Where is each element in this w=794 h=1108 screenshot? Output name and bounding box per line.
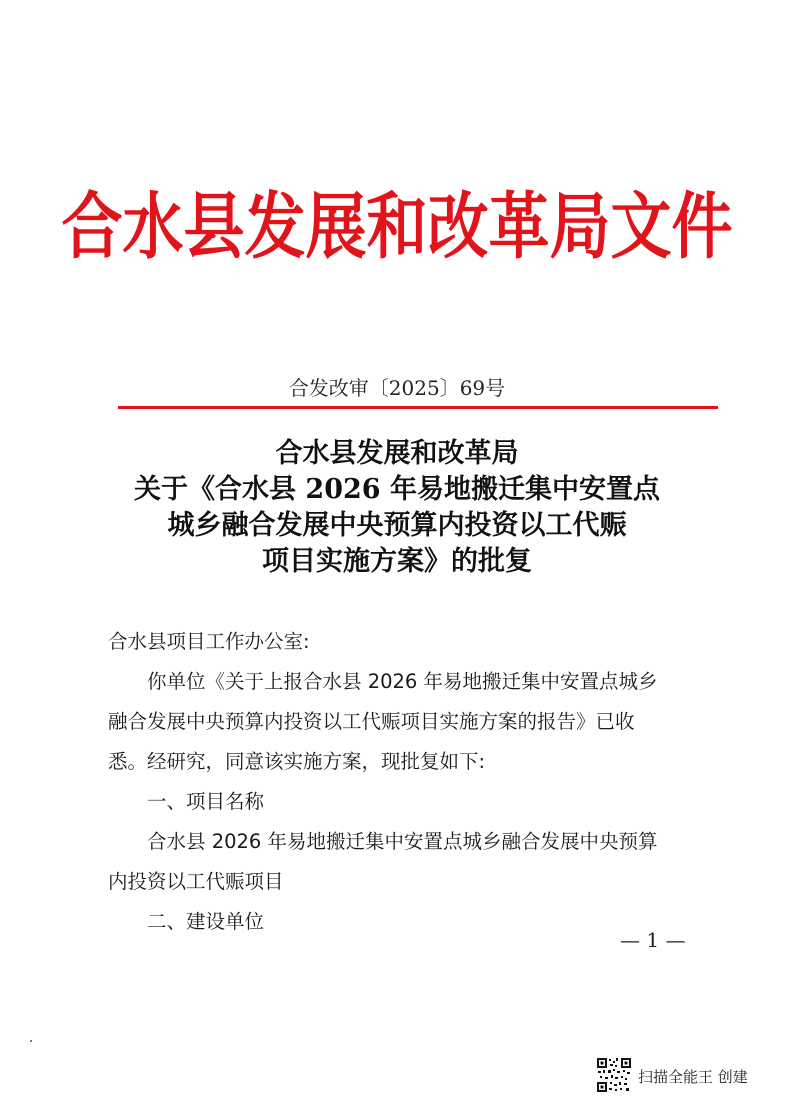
title-line-1: 合水县发展和改革局 [275,438,519,469]
intro-line-1: 你单位《关于上报合水县 2026 年易地搬迁集中安置点城乡 [147,670,658,693]
section-1-line-1: 合水县 2026 年易地搬迁集中安置点城乡融合发展中央预算 [147,830,658,853]
document-title [0,436,794,580]
title-line-3: 城乡融合发展中央预算内投资以工代赈 [167,510,627,541]
page-number: — 1 — [620,928,686,952]
scan-speck [30,1040,32,1042]
section-1-heading: 一、项目名称 [147,790,265,813]
qr-code-icon [596,1057,632,1093]
addressee: 合水县项目工作办公室: [108,630,310,653]
intro-line-3: 悉。经研究，同意该实施方案，现批复如下: [108,750,486,773]
agency-header-title: 合水县发展和改革局文件 [61,185,733,270]
section-1-line-2: 内投资以工代赈项目 [108,870,284,893]
document-body [108,622,708,942]
section-2-heading: 二、建设单位 [147,910,265,933]
intro-line-2: 融合发展中央预算内投资以工代赈项目实施方案的报告》已收 [108,710,635,733]
title-line-2: 关于《合水县 2026 年易地搬迁集中安置点 [134,474,660,505]
red-divider-line [118,406,718,409]
document-number: 合发改审〔2025〕69号 [288,376,506,400]
title-line-4: 项目实施方案》的批复 [262,546,532,577]
scanner-watermark-label: 扫描全能王 创建 [638,1068,748,1086]
